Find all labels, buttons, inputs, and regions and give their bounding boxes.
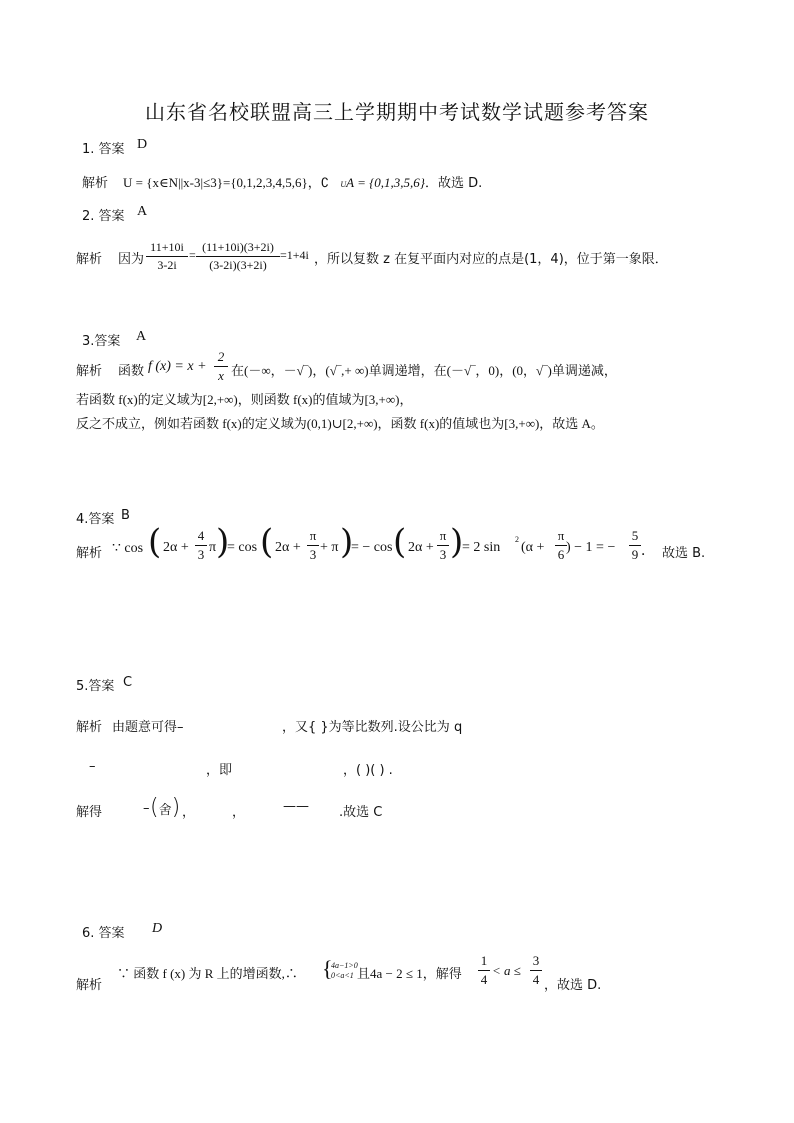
q4-p4-num: π [557,528,565,543]
q4-p5-bar [629,545,641,546]
q4-paren-open-2: ( [260,522,274,562]
q4-p1-den: 3 [197,547,205,562]
q4-p2-den: 3 [309,547,317,562]
q1-analysis-label: 解析 [82,176,109,191]
q4-p2-num: π [309,528,317,543]
q3-answer-value: A [136,329,147,344]
q6-brace: { [322,956,333,981]
q2-analysis-label: 解析 [76,252,103,267]
q4-p2-frac [307,528,319,563]
q4-p4-pre: (α + [521,540,545,555]
q3-frac-num: 2 [217,349,225,364]
q1-formula [123,172,482,191]
q3-fx: f (x) = x + [148,359,207,374]
q2-because: 因为 [118,252,145,267]
q6-lt: < a ≤ [492,963,521,978]
q6-f1-num: 1 [480,953,488,968]
q4-answer-label: 4.答案 [76,512,115,527]
q2-frac1-num: 11+10i [150,240,184,254]
q4-conclusion: 故选 B. [662,546,706,561]
q4-sup2: 2 [515,535,519,544]
q4-paren-open-1: ( [148,522,162,562]
q5-analysis-label: 解析 [76,720,103,735]
q5-answer-label: 5.答案 [76,679,115,694]
q5-line3-end: .故选 C [339,805,383,820]
document-title: 山东省名校联盟高三上学期期中考试数学试题参考答案 [145,100,649,124]
q5-line2-b: ，即 [206,763,233,778]
q4-p3-pre: 2α + [408,540,434,555]
q1-answer-value: D [137,137,148,152]
q5-line3-c: ， [232,805,246,820]
q4-p3-bar [437,545,449,546]
q5-line1-b: ，又{ }为等比数列.设公比为 q [282,720,463,735]
q5-line1-a: 由题意可得– [112,720,184,735]
q4-eq2: = − cos [351,540,393,555]
q5-line3-label: 解得 [76,805,103,820]
q4-paren-close-2: ) [340,522,354,562]
q3-frac-den: x [218,368,224,383]
q2-conclusion: ，所以复数 z 在复平面内对应的点是(1，4)，位于第一象限． [314,252,668,267]
q5-answer-value: C [123,675,133,690]
q4-answer-value: B [121,508,130,523]
q5-line3-she: (舍) [150,795,181,820]
q5-line3-dash: —— [283,799,309,814]
q6-frac1 [478,953,490,988]
q6-text-a: ∵ 函数 f (x) 为 R 上的增函数,∴ [117,966,298,981]
q4-p4-den: 6 [557,547,565,562]
q4-eq1: = cos [227,540,258,555]
q6-f1-den: 4 [480,972,488,987]
q5-she-text: 舍 [158,803,172,818]
q4-dot: ． [641,544,655,559]
q1-answer-label: 1. 答案 [82,142,125,157]
q4-paren-close-1: ) [216,522,230,562]
q3-fraction [214,349,228,384]
q1-conclusion: ．故选 D. [425,176,483,191]
q4-analysis-label: 解析 [76,546,103,561]
q3-line3: 反之不成立，例如若函数 f(x)的定义域为(0,1)∪[2,+∞)，函数 f(x)的值域也为[3,+∞)，故选 A。 [76,416,604,431]
q6-cond-top: 4a−1>0 [331,961,358,970]
q4-p1-bar [195,545,207,546]
q3-analysis-label: 解析 [76,364,103,379]
q6-conditions [331,961,358,981]
q2-frac1-bar [146,256,188,257]
q4-because: ∵ cos [112,541,144,556]
q6-cond-bot: 0<a<1 [331,971,354,980]
q6-answer-value: D [152,921,163,936]
q1-complement-rest: A = {0,1,3,5,6} [346,175,425,190]
q2-fraction-1 [146,240,188,273]
q5-line2-a: – [89,759,96,774]
q5-line3-a: – [143,801,150,816]
q4-p3-den: 3 [439,547,447,562]
q3-answer-label: 3.答案 [82,334,121,349]
q5-line2-c: ，( )( ) . [343,763,393,778]
q3-monotonic: 在(－∞，－√‾)，(√‾,+ ∞)单调递增，在(－√‾，0)，(0，√‾)单调递减， [231,363,617,378]
q3-func-word: 函数 [118,364,145,379]
q6-f1-bar [478,970,490,971]
q4-p1-pre: 2α + [163,540,189,555]
q2-frac1-den: 3-2i [157,258,177,272]
q5-line3-b: ， [182,805,196,820]
q2-fraction-2 [196,240,280,273]
q1-complement-sub: U [340,180,347,189]
q4-p1-post: π [209,540,217,555]
q4-eq3: = 2 sin [462,540,501,555]
q1-formula-main: U = {x∈N||x-3|≤3}={0,1,2,3,4,5,6}，∁ [123,175,330,190]
q4-p2-bar [307,545,319,546]
q2-frac2-den: (3-2i)(3+2i) [209,258,267,272]
q6-analysis-label: 解析 [76,978,103,993]
q4-p3-frac [437,528,449,563]
q4-paren-close-3: ) [450,522,464,562]
q4-p2-post: + π [320,540,339,555]
q2-equals: = [189,248,196,262]
q6-f2-num: 3 [532,953,540,968]
q4-p5-num: 5 [631,528,639,543]
q4-p3-num: π [439,528,447,543]
q4-p4-post: ) − 1 = − [566,540,616,555]
q6-text-b: 且4a − 2 ≤ 1，解得 [357,966,462,981]
q3-frac-bar [214,366,228,367]
q4-paren-open-3: ( [393,522,407,562]
q6-f2-bar [530,970,542,971]
q4-p5-frac [629,528,641,563]
q2-result: =1+4i [280,248,309,262]
q6-frac2 [530,953,542,988]
q4-p2-pre: 2α + [275,540,301,555]
q6-conclusion: ，故选 D. [544,978,602,993]
q6-answer-label: 6. 答案 [82,926,125,941]
q2-frac2-bar [196,256,280,257]
q6-f2-den: 4 [532,972,540,987]
q2-answer-label: 2. 答案 [82,209,125,224]
q2-frac2-num: (11+10i)(3+2i) [202,240,274,254]
q4-p5-den: 9 [631,547,639,562]
q4-p1-num: 4 [197,528,205,543]
q2-answer-value: A [137,204,148,219]
q3-line2: 若函数 f(x)的定义域为[2,+∞)，则函数 f(x)的值域为[3,+∞)， [76,392,413,407]
q4-p1-frac [195,528,207,563]
